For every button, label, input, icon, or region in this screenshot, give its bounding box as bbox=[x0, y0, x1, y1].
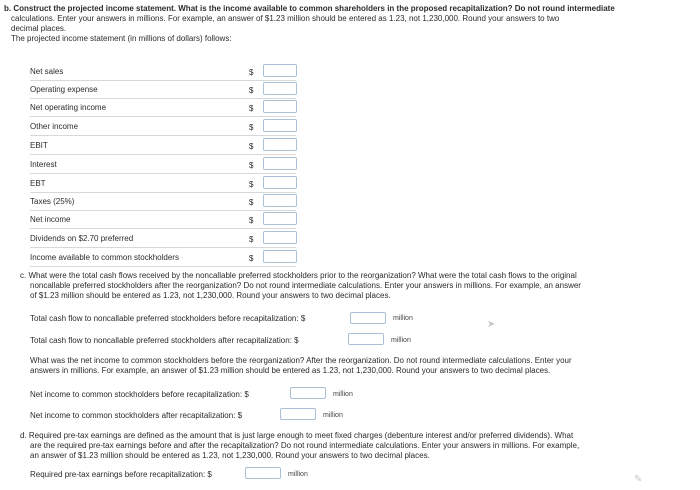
other-income-input[interactable] bbox=[263, 119, 297, 132]
dollar-sign: $ bbox=[249, 104, 254, 113]
row-divider bbox=[30, 173, 296, 174]
dollar-sign: $ bbox=[249, 180, 254, 189]
net-operating-income-input[interactable] bbox=[263, 100, 297, 113]
dollar-sign: $ bbox=[249, 254, 254, 263]
net-income-after-label: Net income to common stockholders after recapitalization: $ bbox=[30, 411, 243, 420]
cursor-icon: ➤ bbox=[487, 319, 496, 330]
row-divider bbox=[30, 135, 296, 136]
row-divider bbox=[30, 98, 296, 99]
unit-label: million bbox=[391, 337, 411, 344]
ebt-input[interactable] bbox=[263, 176, 297, 189]
part-b-line1: b. Construct the projected income statement. What is the income available to common shareholders in the proposed recapitalization? Do not round intermediate bbox=[4, 4, 615, 13]
dollar-sign: $ bbox=[249, 68, 254, 77]
row-label-income-available-common: Income available to common stockholders bbox=[30, 253, 179, 262]
unit-label: million bbox=[323, 412, 343, 419]
dollar-sign: $ bbox=[249, 86, 254, 95]
part-c-line3: of $1.23 million should be entered as 1.23, not 1,230,000. Round your answers to two decimal places. bbox=[30, 291, 391, 300]
dollar-sign: $ bbox=[249, 142, 254, 151]
row-divider bbox=[30, 80, 296, 81]
row-divider bbox=[30, 210, 296, 211]
row-label-operating-expense: Operating expense bbox=[30, 85, 98, 94]
row-label-net-operating-income: Net operating income bbox=[30, 103, 107, 112]
row-divider bbox=[30, 247, 296, 248]
part-d-line2: are the required pre-tax earnings before and after the recapitalization? Do not round intermediate calculations. Enter your answers in millions. For example, bbox=[30, 441, 580, 450]
part-d-line3: an answer of $1.23 million should be entered as 1.23, not 1,230,000. Round your answers to two decimal places. bbox=[30, 451, 430, 460]
dividends-preferred-input[interactable] bbox=[263, 231, 297, 244]
row-label-dividends-preferred: Dividends on $2.70 preferred bbox=[30, 234, 134, 243]
part-c-line2: noncallable preferred stockholders after the reorganization? Do not round intermediate calculations. Enter your answers in millions. For example, an answer bbox=[30, 281, 581, 290]
part-c-question2 bbox=[30, 356, 696, 376]
row-divider bbox=[30, 266, 296, 267]
row-divider bbox=[30, 154, 296, 155]
part-d-line1: d. Required pre-tax earnings are defined as the amount that is just large enough to meet fixed charges (debenture interest and/or preferred dividends). What bbox=[20, 431, 574, 440]
pretax-before-input[interactable] bbox=[245, 467, 281, 479]
part-c-q2-line2: answers in millions. For example, an answer of $1.23 million should be entered as 1.23, not 1,230,000. Round your answers to two decimal places. bbox=[30, 366, 551, 375]
net-income-before-input[interactable] bbox=[290, 387, 326, 399]
dollar-sign: $ bbox=[249, 235, 254, 244]
cash-flow-after-input[interactable] bbox=[348, 333, 384, 345]
taxes-input[interactable] bbox=[263, 194, 297, 207]
unit-label: million bbox=[288, 471, 308, 478]
net-income-after-input[interactable] bbox=[280, 408, 316, 420]
part-b-line3: decimal places. bbox=[11, 24, 67, 33]
row-label-net-income: Net income bbox=[30, 215, 71, 224]
pencil-icon: ✎ bbox=[634, 474, 643, 485]
unit-label: million bbox=[393, 315, 413, 322]
row-label-interest: Interest bbox=[30, 160, 57, 169]
net-income-before-label: Net income to common stockholders before recapitalization: $ bbox=[30, 390, 249, 399]
row-label-taxes: Taxes (25%) bbox=[30, 197, 75, 206]
cash-flow-after-label: Total cash flow to noncallable preferred stockholders after recapitalization: $ bbox=[30, 336, 299, 345]
row-divider bbox=[30, 116, 296, 117]
cash-flow-before-input[interactable] bbox=[350, 312, 386, 324]
part-c-q2-line1: What was the net income to common stockholders before the reorganization? After the reorganization. Do not round intermediate calculations. Enter your bbox=[30, 356, 572, 365]
part-b-line2: calculations. Enter your answers in millions. For example, an answer of $1.23 million should be entered as 1.23, not 1,230,000. Round your answers to two bbox=[11, 14, 560, 23]
part-b-line4: The projected income statement (in millions of dollars) follows: bbox=[11, 34, 232, 43]
row-divider bbox=[30, 192, 296, 193]
net-income-input[interactable] bbox=[263, 212, 297, 225]
row-label-ebit: EBIT bbox=[30, 141, 48, 150]
ebit-input[interactable] bbox=[263, 138, 297, 151]
part-c-line1: c. What were the total cash flows received by the noncallable preferred stockholders prior to the reorganization? What were the total cash flows to the original bbox=[20, 271, 577, 280]
part-b-instructions bbox=[4, 4, 694, 44]
cash-flow-before-label: Total cash flow to noncallable preferred stockholders before recapitalization: $ bbox=[30, 314, 306, 323]
pretax-before-label: Required pre-tax earnings before recapitalization: $ bbox=[30, 470, 212, 479]
net-sales-input[interactable] bbox=[263, 64, 297, 77]
row-divider bbox=[30, 228, 296, 229]
operating-expense-input[interactable] bbox=[263, 82, 297, 95]
row-label-ebt: EBT bbox=[30, 179, 46, 188]
part-c-instructions bbox=[20, 271, 696, 301]
interest-input[interactable] bbox=[263, 157, 297, 170]
row-label-other-income: Other income bbox=[30, 122, 79, 131]
dollar-sign: $ bbox=[249, 216, 254, 225]
dollar-sign: $ bbox=[249, 198, 254, 207]
dollar-sign: $ bbox=[249, 123, 254, 132]
income-statement bbox=[0, 60, 700, 270]
row-label-net-sales: Net sales bbox=[30, 67, 64, 76]
income-available-common-input[interactable] bbox=[263, 250, 297, 263]
dollar-sign: $ bbox=[249, 161, 254, 170]
part-d-instructions bbox=[20, 431, 696, 461]
unit-label: million bbox=[333, 391, 353, 398]
